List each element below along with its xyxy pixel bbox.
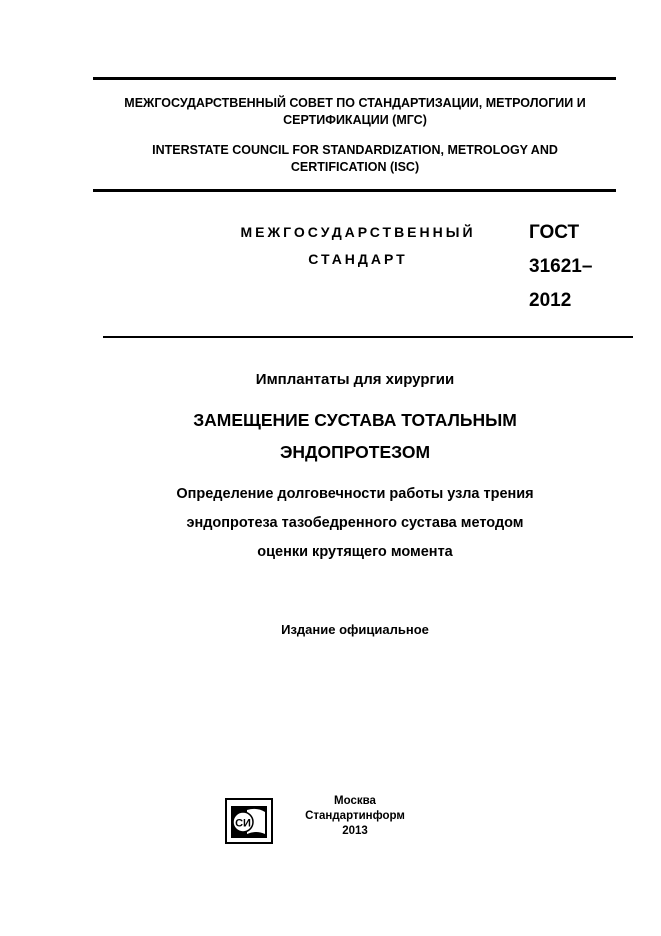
title-main (100, 404, 610, 468)
title-desc-line1: Определение долговечности работы узла трения (176, 486, 534, 502)
title-main-line1: ЗАМЕЩЕНИЕ СУСТАВА ТОТАЛЬНЫМ (193, 410, 517, 430)
edition-label: Издание официальное (281, 622, 429, 637)
title-description (100, 480, 610, 567)
standard-code-line3: 2012 (529, 290, 572, 311)
title-main-line2: ЭНДОПРОТЕЗОМ (279, 442, 431, 462)
publisher-logo (225, 798, 273, 844)
standard-rule (103, 336, 633, 338)
standard-code-line2: 31621– (529, 256, 593, 277)
top-rule (93, 77, 616, 80)
publisher-logo-text: СИ (235, 817, 251, 830)
council-ru: МЕЖГОСУДАРСТВЕННЫЙ СОВЕТ ПО СТАНДАРТИЗАЦИИ, МЕТРОЛОГИИ И СЕРТИФИКАЦИИ (МГС) (124, 96, 586, 127)
publisher-info (285, 794, 425, 839)
standard-code-line1: ГОСТ (529, 222, 580, 243)
standard-type-line2: СТАНДАРТ (308, 251, 408, 267)
publisher-year: 2013 (342, 825, 368, 837)
council-rule (93, 189, 616, 192)
title-subject: Имплантаты для хирургии (255, 371, 455, 388)
standard-code (529, 216, 629, 318)
title-desc-line3: оценки крутящего момента (257, 544, 453, 560)
publisher-city: Москва (334, 795, 376, 807)
council-en: INTERSTATE COUNCIL FOR STANDARDIZATION, METROLOGY AND CERTIFICATION (ISC) (152, 143, 558, 174)
publisher-logo-icon (225, 798, 273, 844)
publisher-name: Стандартинформ (305, 810, 405, 822)
standard-type-line1: МЕЖГОСУДАРСТВЕННЫЙ (240, 224, 476, 240)
title-desc-line2: эндопротеза тазобедренного сустава методом (186, 515, 524, 531)
